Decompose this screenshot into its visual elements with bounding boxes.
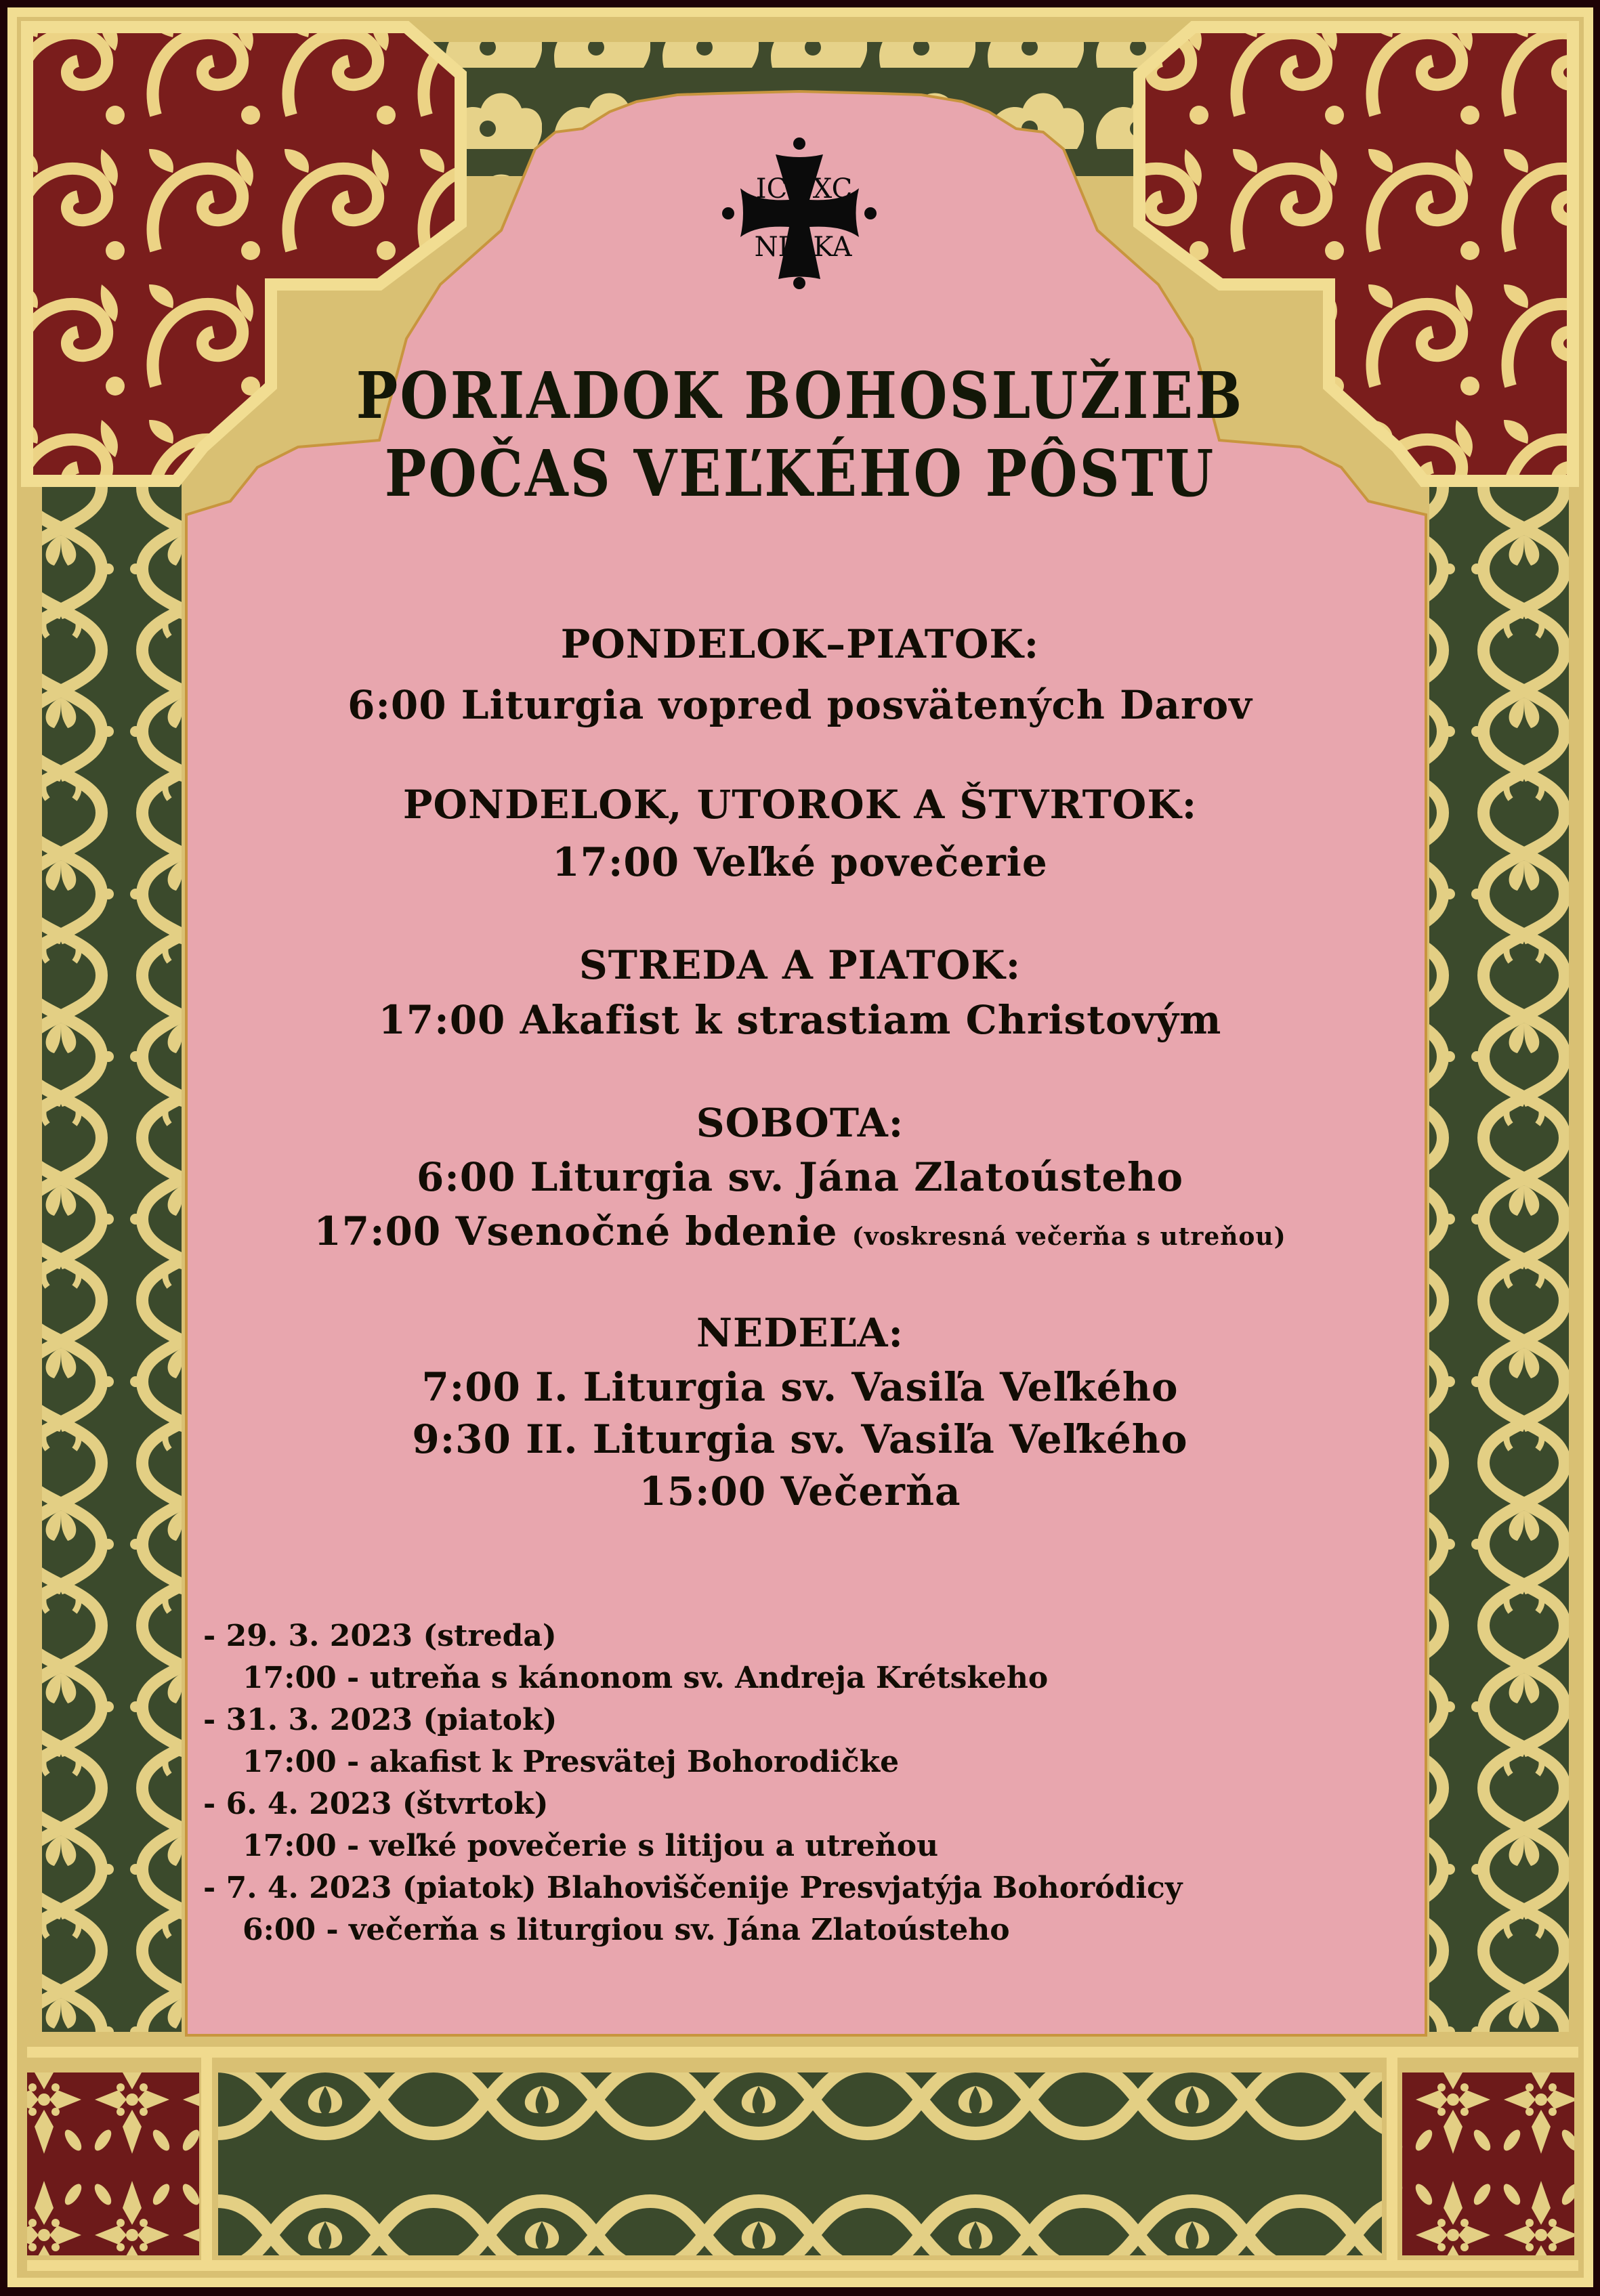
service-time: 17:00 [314, 1208, 442, 1254]
special-date: - 6. 4. 2023 (štvrtok) [203, 1787, 549, 1821]
service-time: 6:00 [348, 682, 447, 728]
special-dates-list [203, 1615, 1395, 1951]
special-date-detail: 17:00 - veľké povečerie s litijou a utreňou [243, 1829, 939, 1863]
service-name: Večerňa [780, 1468, 961, 1514]
service-time: 9:30 [412, 1416, 511, 1462]
service-time: 17:00 [552, 839, 680, 885]
poster-title-line-1: PORIADOK BOHOSLUŽIEB [356, 358, 1244, 434]
service-name: Vsenočné bdenie [455, 1208, 838, 1254]
schedule-day-mon-tue-thu: PONDELOK, UTOROK A ŠTVRTOK: [402, 782, 1198, 828]
schedule-day-sunday: NEDEĽA: [696, 1310, 904, 1356]
service-time: 7:00 [421, 1364, 521, 1410]
emblem-letters-ka: KA [813, 232, 852, 263]
service-time: 17:00 [378, 997, 506, 1043]
schedule-service [0, 998, 1600, 1042]
special-date: - 31. 3. 2023 (piatok) [203, 1703, 557, 1737]
special-date-detail: 17:00 - akafist k Presvätej Bohorodičke [243, 1745, 900, 1779]
poster-title-line-2: POČAS VEĽKÉHO PÔSTU [384, 436, 1216, 512]
special-date-detail: 17:00 - utreňa s kánonom sv. Andreja Krétskeho [243, 1661, 1049, 1695]
schedule-service [0, 1469, 1600, 1514]
schedule-service [0, 1209, 1600, 1259]
emblem-letters-ic: IC [755, 173, 788, 205]
emblem-letters-xc: XC [812, 173, 853, 205]
service-name: Akafist k strastiam Christovým [520, 997, 1222, 1043]
schedule-day-weekdays: PONDELOK–PIATOK: [560, 621, 1040, 667]
orthodox-cross-icon [720, 135, 879, 291]
schedule-day-saturday: SOBOTA: [696, 1100, 904, 1146]
service-name: Liturgia vopred posvätených Darov [461, 682, 1252, 728]
service-time: 15:00 [639, 1468, 767, 1514]
service-time: 6:00 [416, 1154, 516, 1200]
special-date-detail: 6:00 - večerňa s liturgiou sv. Jána Zlatoústeho [243, 1913, 1010, 1947]
special-date: - 29. 3. 2023 (streda) [203, 1619, 557, 1653]
schedule-service [0, 840, 1600, 885]
service-name: Liturgia sv. Jána Zlatoústeho [530, 1154, 1184, 1200]
schedule-service [0, 1365, 1600, 1409]
schedule-service [0, 1155, 1600, 1199]
service-note: (voskresná večerňa s utreňou) [851, 1223, 1286, 1251]
service-name: I. Liturgia sv. Vasiľa Veľkého [535, 1364, 1179, 1410]
emblem-letters-ni: NI [754, 232, 789, 263]
service-name: II. Liturgia sv. Vasiľa Veľkého [526, 1416, 1188, 1462]
schedule-service [0, 683, 1600, 727]
special-date: - 7. 4. 2023 (piatok) Blahoviščenije Presvjatýja Bohoródicy [203, 1871, 1183, 1905]
service-name: Veľké povečerie [694, 839, 1048, 885]
schedule-day-wed-fri: STREDA A PIATOK: [578, 942, 1022, 988]
schedule-service [0, 1417, 1600, 1462]
